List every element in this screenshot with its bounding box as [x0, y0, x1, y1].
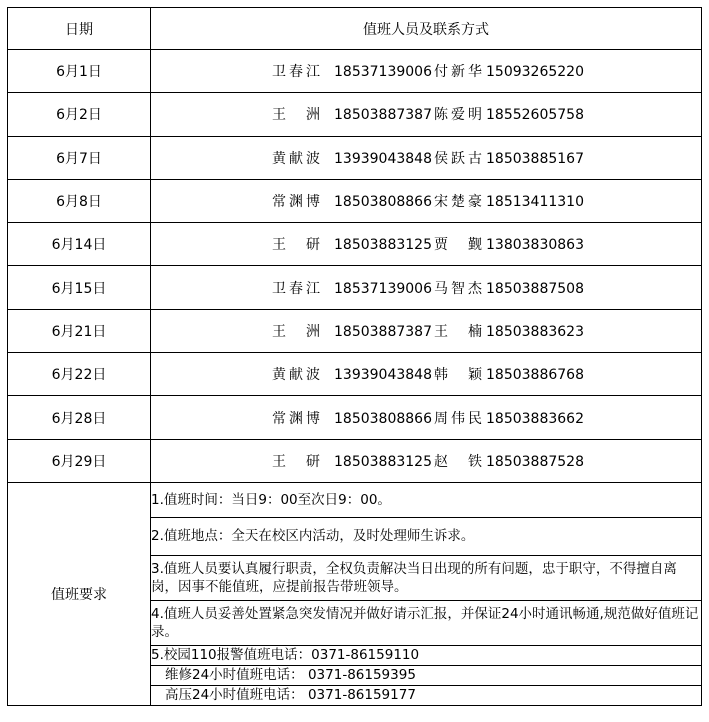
schedule-row: [8, 223, 702, 266]
staff-name-2: 韩 颖: [434, 367, 482, 384]
duty-staff: [151, 50, 702, 93]
staff-name-2: 陈爱明: [434, 107, 482, 124]
duty-staff: [151, 223, 702, 266]
duty-date: 6月7日: [8, 136, 151, 179]
requirement-item: 2.值班地点：全天在校区内活动，及时处理师生诉求。: [151, 517, 702, 555]
duty-staff: [151, 266, 702, 309]
staff-phone-1: 18537139006: [334, 64, 432, 81]
schedule-row: [8, 439, 702, 482]
staff-phone-1: 18503883125: [334, 237, 432, 254]
duty-date: 6月2日: [8, 93, 151, 136]
duty-schedule-table: [7, 7, 702, 706]
requirement-item: 4.值班人员妥善处置紧急突发情况并做好请示汇报，并保证24小时通讯畅通,规范做好值班记录。: [151, 600, 702, 645]
staff-phone-2: 15093265220: [486, 64, 584, 81]
staff-phone-2: 18503883623: [486, 323, 584, 340]
date-column-header: 日期: [8, 8, 151, 50]
staff-phone-2: 18503887528: [486, 453, 584, 470]
staff-name-2: 贾 觐: [434, 237, 482, 254]
staff-name-1: 王 洲: [272, 107, 320, 124]
duty-date: 6月22日: [8, 353, 151, 396]
duty-date: 6月29日: [8, 439, 151, 482]
staff-phone-2: 18503886768: [486, 367, 584, 384]
staff-phone-1: 18537139006: [334, 280, 432, 297]
schedule-row: [8, 309, 702, 352]
requirement-item: 维修24小时值班电话： 0371-86159395: [165, 666, 416, 683]
schedule-row: [8, 93, 702, 136]
staff-name-1: 王 研: [272, 453, 320, 470]
duty-date: 6月1日: [8, 50, 151, 93]
requirement-item: 5.校园110报警值班电话：0371-86159110: [151, 645, 702, 665]
requirement-item-cell: [151, 685, 702, 705]
duty-date: 6月15日: [8, 266, 151, 309]
staff-name-2: 周伟民: [434, 410, 482, 427]
staff-column-header: 值班人员及联系方式: [151, 8, 702, 50]
staff-name-2: 马智杰: [434, 280, 482, 297]
schedule-row: [8, 136, 702, 179]
schedule-row: [8, 50, 702, 93]
requirements-section: [8, 482, 702, 705]
staff-name-1: 王 研: [272, 237, 320, 254]
duty-staff: [151, 396, 702, 439]
staff-phone-2: 18503885167: [486, 150, 584, 167]
schedule-row: [8, 353, 702, 396]
staff-phone-1: 13939043848: [334, 367, 432, 384]
staff-name-2: 侯跃古: [434, 150, 482, 167]
duty-date: 6月8日: [8, 179, 151, 222]
duty-staff: [151, 439, 702, 482]
staff-phone-2: 18503883662: [486, 410, 584, 427]
staff-name-1: 常渊博: [272, 410, 320, 427]
staff-phone-1: 13939043848: [334, 150, 432, 167]
schedule-row: [8, 396, 702, 439]
requirements-label: 值班要求: [8, 482, 151, 705]
staff-phone-2: 18503887508: [486, 280, 584, 297]
staff-phone-1: 18503883125: [334, 453, 432, 470]
duty-staff: [151, 353, 702, 396]
staff-name-2: 赵 铁: [434, 453, 482, 470]
duty-date: 6月28日: [8, 396, 151, 439]
staff-name-1: 王 洲: [272, 323, 320, 340]
staff-name-1: 常渊博: [272, 194, 320, 211]
duty-date: 6月21日: [8, 309, 151, 352]
staff-phone-2: 18513411310: [486, 194, 584, 211]
staff-name-2: 宋楚豪: [434, 194, 482, 211]
requirement-item: 1.值班时间：当日9：00至次日9：00。: [151, 482, 702, 517]
header-row: [8, 8, 702, 50]
staff-name-2: 付新华: [434, 64, 482, 81]
duty-staff: [151, 136, 702, 179]
duty-staff: [151, 93, 702, 136]
staff-phone-1: 18503808866: [334, 410, 432, 427]
staff-name-1: 卫春江: [272, 280, 320, 297]
staff-phone-1: 18503887387: [334, 323, 432, 340]
requirement-item-cell: [151, 665, 702, 685]
staff-name-2: 王 楠: [434, 323, 482, 340]
staff-name-1: 卫春江: [272, 64, 320, 81]
schedule-row: [8, 266, 702, 309]
duty-staff: [151, 309, 702, 352]
duty-date: 6月14日: [8, 223, 151, 266]
staff-name-1: 黄献波: [272, 150, 320, 167]
staff-name-1: 黄献波: [272, 367, 320, 384]
staff-phone-2: 18552605758: [486, 107, 584, 124]
duty-staff: [151, 179, 702, 222]
schedule-row: [8, 179, 702, 222]
requirement-item: 高压24小时值班电话： 0371-86159177: [165, 686, 416, 703]
requirement-item: 3.值班人员要认真履行职责，全权负责解决当日出现的所有问题，忠于职守，不得擅自离岗，因事不能值班，应提前报告带班领导。: [151, 555, 702, 600]
staff-phone-1: 18503887387: [334, 107, 432, 124]
requirement-row: [8, 482, 702, 517]
staff-phone-1: 18503808866: [334, 194, 432, 211]
schedule-rows: [8, 50, 702, 483]
staff-phone-2: 13803830863: [486, 237, 584, 254]
